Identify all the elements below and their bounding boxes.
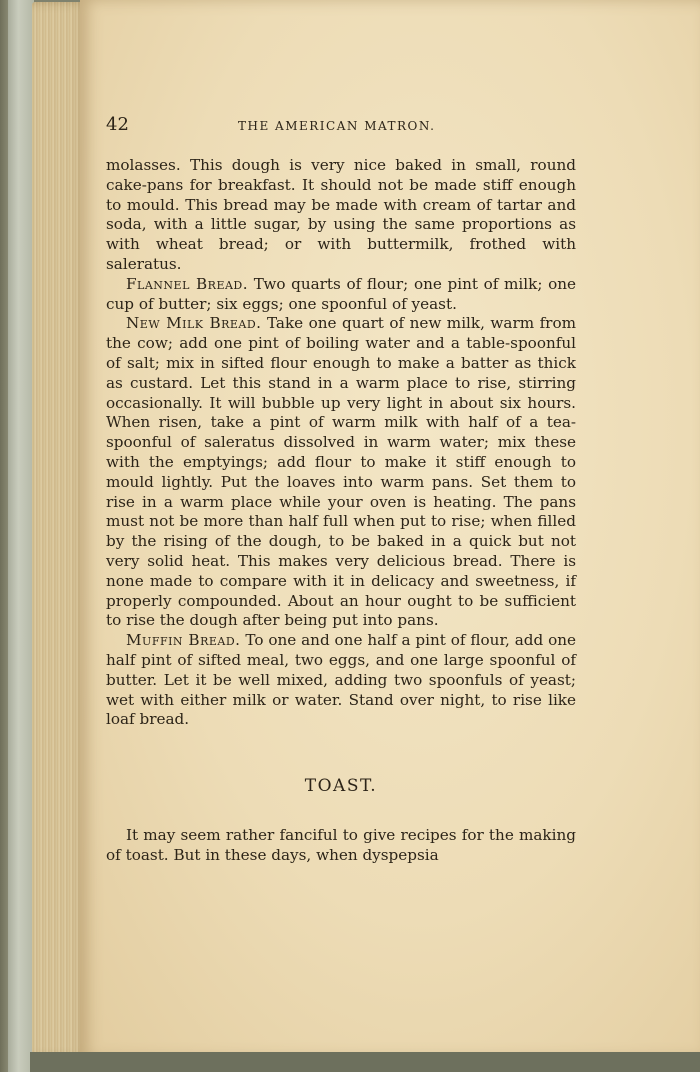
recipe-text: To one and one half a pint of flour, add one half pint of sifted meal, two eggs, and one large spoonful of butter. Let it be well mixed, adding two spoonfuls of yeast; wet with either milk or water. Stand over night, to rise like loaf bread. bbox=[106, 631, 577, 729]
page-content bbox=[106, 114, 576, 866]
cover-bottom bbox=[30, 1052, 700, 1072]
section-intro bbox=[106, 826, 576, 866]
recipe-title: Flannel Bread. bbox=[126, 274, 249, 293]
recipe-muffin-bread bbox=[106, 631, 576, 730]
running-title: THE AMERICAN MATRON. bbox=[238, 119, 436, 133]
recipe-text: Two quarts of flour; one pint of milk; one cup of butter; six eggs; one spoonful of yeast. bbox=[106, 274, 577, 313]
section-title: TOAST. bbox=[304, 776, 378, 797]
recipe-text: Take one quart of new milk, warm from the cow; add one pint of boiling water and a table-spoonful of salt; mix in sifted flour enough to make a batter as thick as custard. Let this stand in a warm place to rise, stirring occasionally. It will bubble up very light in about six hours. When risen, take a pint of warm milk with half of a tea-spoonful of saleratus dissolved in warm water; mix these with the emptyings; add flour to make it stiff enough to mould lightly. Put the loaves into warm pans. Set them to rise in a warm place while your oven is heating. The pans must not be more than half full when put to rise; when filled by the rising of the dough, to be baked in a quick but not very solid heat. This makes very delicious bread. There is none made to compare with it in delicacy and sweetness, if properly compounded. About an hour ought to be sufficient to rise the dough after being put into pans. bbox=[106, 314, 576, 630]
running-head bbox=[106, 114, 576, 140]
paragraph-text: molasses. This dough is very nice baked in small, round cake-pans for breakfast. It should not be made stiff enough to mould. This bread may be made with cream of tartar and soda, with a little sugar, by using the same proportions as with wheat bread; or with buttermilk, frothed with saleratus. bbox=[106, 156, 576, 273]
recipe-title: New Milk Bread. bbox=[126, 314, 262, 333]
recipe-title: Muffin Bread. bbox=[126, 631, 241, 650]
paragraph-text: It may seem rather fanciful to give recipes for the making of toast. But in these days, when dyspepsia bbox=[106, 826, 576, 864]
book-cover-edge bbox=[8, 0, 34, 1072]
recipe-new-milk-bread bbox=[106, 314, 576, 631]
paragraph-molasses bbox=[106, 156, 576, 275]
page-number: 42 bbox=[106, 114, 129, 135]
recipe-flannel-bread bbox=[106, 275, 576, 315]
